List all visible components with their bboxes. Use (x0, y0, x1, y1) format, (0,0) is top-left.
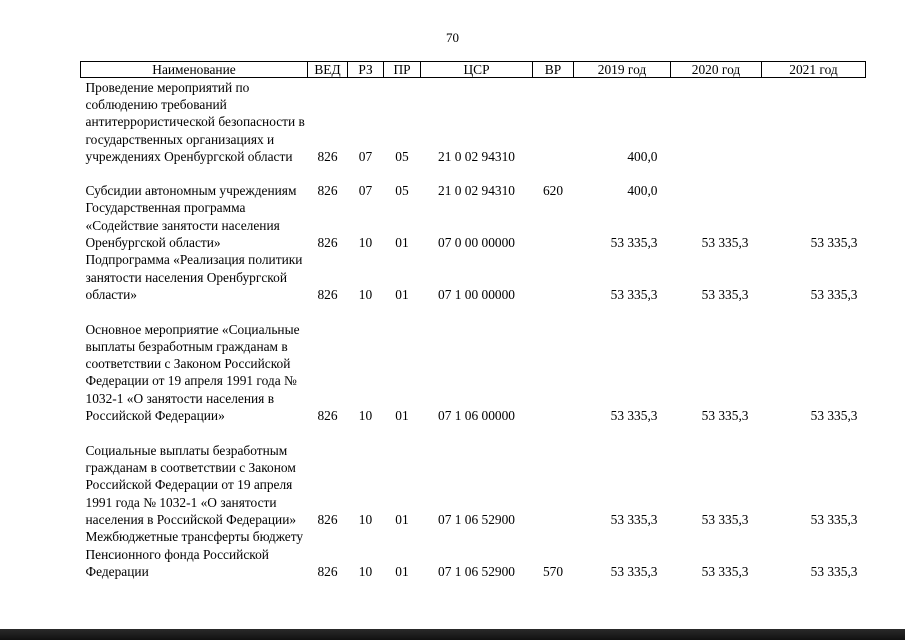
row-2019: 400,0 (627, 148, 658, 164)
row-2019: 400,0 (627, 182, 658, 198)
table-header (81, 62, 866, 78)
row-ved: 826 (317, 286, 338, 302)
row-2021: 53 335,3 (810, 563, 858, 579)
row-csr: 21 0 02 94310 (438, 182, 515, 198)
budget-table (80, 61, 866, 580)
header-2021: 2021 год (762, 62, 866, 78)
table-row (81, 424, 866, 528)
row-pr: 05 (395, 148, 409, 164)
table-row (81, 528, 866, 580)
table-row (81, 303, 866, 424)
row-pr: 05 (395, 182, 409, 198)
table-body (81, 78, 866, 581)
row-csr: 07 0 00 00000 (438, 234, 515, 250)
row-pr: 01 (395, 286, 409, 302)
page-number: 70 (446, 30, 459, 45)
row-ved: 826 (317, 182, 338, 198)
row-ved: 826 (317, 234, 338, 250)
row-rz: 10 (358, 563, 373, 579)
row-vr (533, 78, 574, 166)
row-name: Подпрограмма «Реализация политики занятости населения Оренбургской области» (85, 252, 303, 302)
row-ved: 826 (317, 511, 338, 527)
row-2020: 53 335,3 (701, 511, 749, 527)
row-2021 (762, 165, 866, 199)
row-2020 (671, 165, 762, 199)
row-2021: 53 335,3 (810, 234, 858, 250)
row-csr: 07 1 00 00000 (438, 286, 515, 302)
row-ved: 826 (317, 563, 338, 579)
row-rz: 07 (358, 182, 373, 198)
row-csr: 21 0 02 94310 (438, 148, 515, 164)
row-vr (533, 199, 574, 251)
row-rz: 10 (358, 286, 373, 302)
row-2020 (671, 78, 762, 166)
row-vr (533, 303, 574, 424)
row-2019: 53 335,3 (610, 407, 658, 423)
row-2020: 53 335,3 (701, 563, 749, 579)
row-name: Государственная программа «Содействие занятости населения Оренбургской области» (85, 200, 280, 250)
row-rz: 07 (358, 148, 373, 164)
row-name: Основное мероприятие «Социальные выплаты безработным гражданам в соответствии с Законом Российской Федерации от 19 апреля 1991 года № 1032-1 «О занятости населения в Российской Федерации» (85, 321, 300, 423)
table-row (81, 165, 866, 199)
header-2020: 2020 год (671, 62, 762, 78)
row-2019: 53 335,3 (610, 563, 658, 579)
row-name: Субсидии автономным учреждениям (85, 182, 297, 198)
row-csr: 07 1 06 52900 (438, 563, 515, 579)
header-ved: ВЕД (308, 62, 348, 78)
table-row (81, 78, 866, 166)
row-2020: 53 335,3 (701, 286, 749, 302)
row-2021: 53 335,3 (810, 407, 858, 423)
row-pr: 01 (395, 563, 409, 579)
row-2020: 53 335,3 (701, 407, 749, 423)
row-csr: 07 1 06 52900 (438, 511, 515, 527)
row-ved: 826 (317, 148, 338, 164)
header-csr: ЦСР (421, 62, 533, 78)
row-2019: 53 335,3 (610, 234, 658, 250)
header-2019: 2019 год (574, 62, 671, 78)
row-2019: 53 335,3 (610, 286, 658, 302)
header-vr: ВР (533, 62, 574, 78)
row-rz: 10 (358, 234, 373, 250)
table-row (81, 251, 866, 303)
scan-edge (0, 629, 905, 640)
row-name: Социальные выплаты безработным гражданам в соответствии с Законом Российской Федерации от 19 апреля 1991 года № 1032-1 «О занятости населения в Российской Федерации» (85, 442, 297, 527)
row-rz: 10 (358, 511, 373, 527)
row-pr: 01 (395, 407, 409, 423)
row-csr: 07 1 06 00000 (438, 407, 515, 423)
header-pr: ПР (384, 62, 421, 78)
row-vr: 620 (542, 182, 564, 198)
row-ved: 826 (317, 407, 338, 423)
row-2021: 53 335,3 (810, 511, 858, 527)
row-2020: 53 335,3 (701, 234, 749, 250)
row-vr: 570 (542, 563, 564, 579)
header-name: Наименование (81, 62, 308, 78)
table-row (81, 199, 866, 251)
row-vr (533, 424, 574, 528)
row-2019: 53 335,3 (610, 511, 658, 527)
row-pr: 01 (395, 511, 409, 527)
row-pr: 01 (395, 234, 409, 250)
row-2021 (762, 78, 866, 166)
row-rz: 10 (358, 407, 373, 423)
row-2021: 53 335,3 (810, 286, 858, 302)
header-rz: РЗ (348, 62, 384, 78)
row-name: Проведение мероприятий по соблюдению требований антитеррористической безопасности в государственных организациях и учреждениях Оренбургской области (85, 79, 305, 164)
row-name: Межбюджетные трансферты бюджету Пенсионного фонда Российской Федерации (85, 529, 304, 579)
row-vr (533, 251, 574, 303)
